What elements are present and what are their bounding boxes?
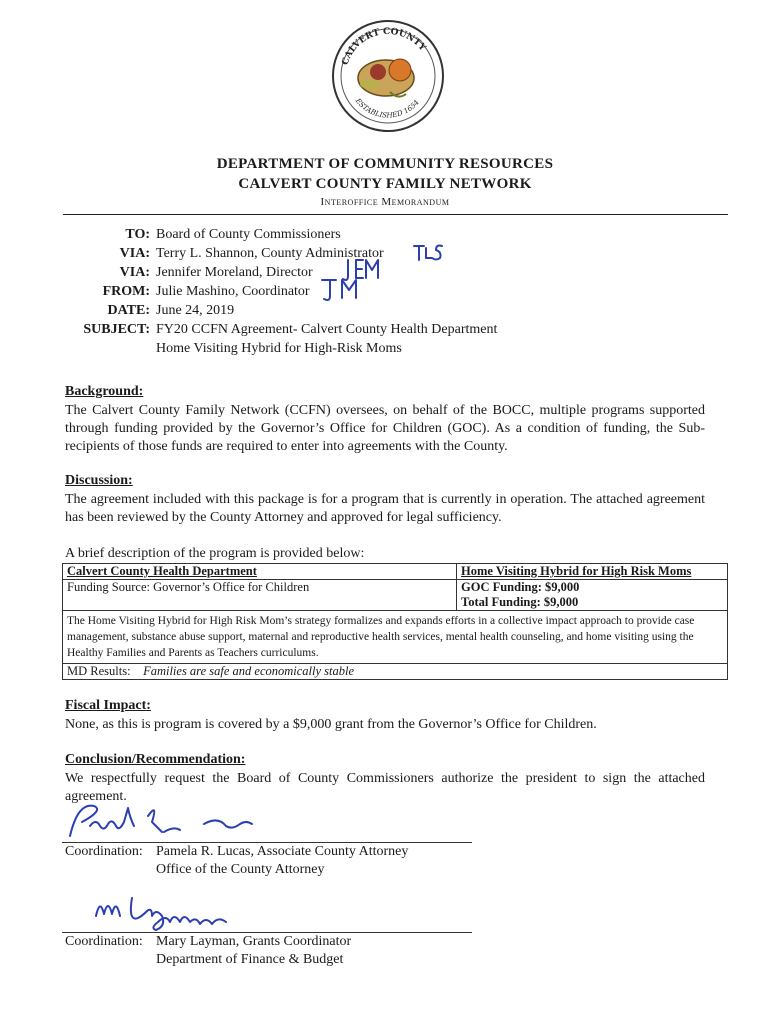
program-header-cell: Home Visiting Hybrid for High Risk Moms <box>457 564 728 580</box>
jm-initials-signature <box>320 276 362 304</box>
funding-amounts-cell <box>457 580 728 611</box>
conclusion-text: We respectfully request the Board of County Commissioners authorize the president to sign the attached agreement. <box>65 771 705 804</box>
fiscal-impact-heading: Fiscal Impact: <box>65 698 151 713</box>
program-description-cell: The Home Visiting Hybrid for High Risk Mom’s strategy formalizes and expands efforts in a collective impact approach to provide case management, substance abuse support, maternal and reproductive health services, mental health counseling, and home visiting using the Healthy Families and Parents as Teachers curriculums. <box>63 611 728 664</box>
seal-bottom-text: ESTABLISHED 1654 <box>353 96 421 120</box>
subject-line-1: FY20 CCFN Agreement- Calvert County Health Department <box>156 322 498 337</box>
table-row <box>63 564 728 580</box>
memo-type-heading: Interoffice Memorandum <box>320 196 450 208</box>
to-label: TO: <box>125 227 150 242</box>
program-table <box>62 563 728 680</box>
coordination-label-1: Coordination: <box>65 844 143 859</box>
md-results-cell <box>63 664 728 680</box>
from-label: FROM: <box>102 284 150 299</box>
to-value: Board of County Commissioners <box>156 227 341 242</box>
via-value-1: Terry L. Shannon, County Administrator <box>156 246 384 261</box>
md-results-value: Families are safe and economically stable <box>143 664 355 678</box>
coordination-name-1: Pamela R. Lucas, Associate County Attorney <box>156 844 409 859</box>
fiscal-impact-text: None, as this is program is covered by a $9,000 grant from the Governor’s Office for Children. <box>65 717 597 732</box>
header-divider <box>63 214 728 215</box>
discussion-heading: Discussion: <box>65 473 133 488</box>
pamela-lucas-signature <box>64 796 264 842</box>
discussion-text: The agreement included with this package is for a program that is currently in operation. The attached agreement has been reviewed by the County Attorney and approved for legal sufficiency. <box>65 492 705 525</box>
signature-line-2 <box>62 932 472 933</box>
network-heading: CALVERT COUNTY FAMILY NETWORK <box>238 176 532 192</box>
total-funding: Total Funding: $9,000 <box>461 595 579 609</box>
mary-layman-signature <box>92 890 252 934</box>
date-label: DATE: <box>107 303 150 318</box>
coordination-office-2: Department of Finance & Budget <box>156 952 344 967</box>
county-seal-logo <box>330 10 445 142</box>
goc-funding: GOC Funding: $9,000 <box>461 580 580 594</box>
department-heading: DEPARTMENT OF COMMUNITY RESOURCES <box>216 156 554 172</box>
date-value: June 24, 2019 <box>156 303 235 318</box>
funding-source-cell: Funding Source: Governor’s Office for Children <box>63 580 457 611</box>
subject-label: SUBJECT: <box>83 322 150 337</box>
table-row <box>63 611 728 664</box>
signature-line-1 <box>62 842 472 843</box>
table-intro-text: A brief description of the program is provided below: <box>65 546 365 561</box>
from-value: Julie Mashino, Coordinator <box>156 284 310 299</box>
conclusion-heading: Conclusion/Recommendation: <box>65 752 246 767</box>
agency-header-cell: Calvert County Health Department <box>63 564 457 580</box>
tls-initials-signature <box>412 240 446 264</box>
via-label-2: VIA: <box>119 265 150 280</box>
table-row <box>63 664 728 680</box>
background-heading: Background: <box>65 384 144 399</box>
via-label-1: VIA: <box>119 246 150 261</box>
background-text: The Calvert County Family Network (CCFN) oversees, on behalf of the BOCC, multiple programs supported through funding provided by the Governor’s Office for Children (GOC). As a condition of funding, the Sub-recipients of those funds are required to enter into agreements with the County. <box>65 403 705 454</box>
seal-top-text: CALVERT COUNTY <box>340 26 428 67</box>
via-value-2: Jennifer Moreland, Director <box>156 265 313 280</box>
coordination-office-1: Office of the County Attorney <box>156 862 325 877</box>
coordination-label-2: Coordination: <box>65 934 143 949</box>
table-row <box>63 580 728 611</box>
coordination-name-2: Mary Layman, Grants Coordinator <box>156 934 352 949</box>
subject-line-2: Home Visiting Hybrid for High-Risk Moms <box>156 341 402 356</box>
md-results-label: MD Results: <box>67 664 131 678</box>
